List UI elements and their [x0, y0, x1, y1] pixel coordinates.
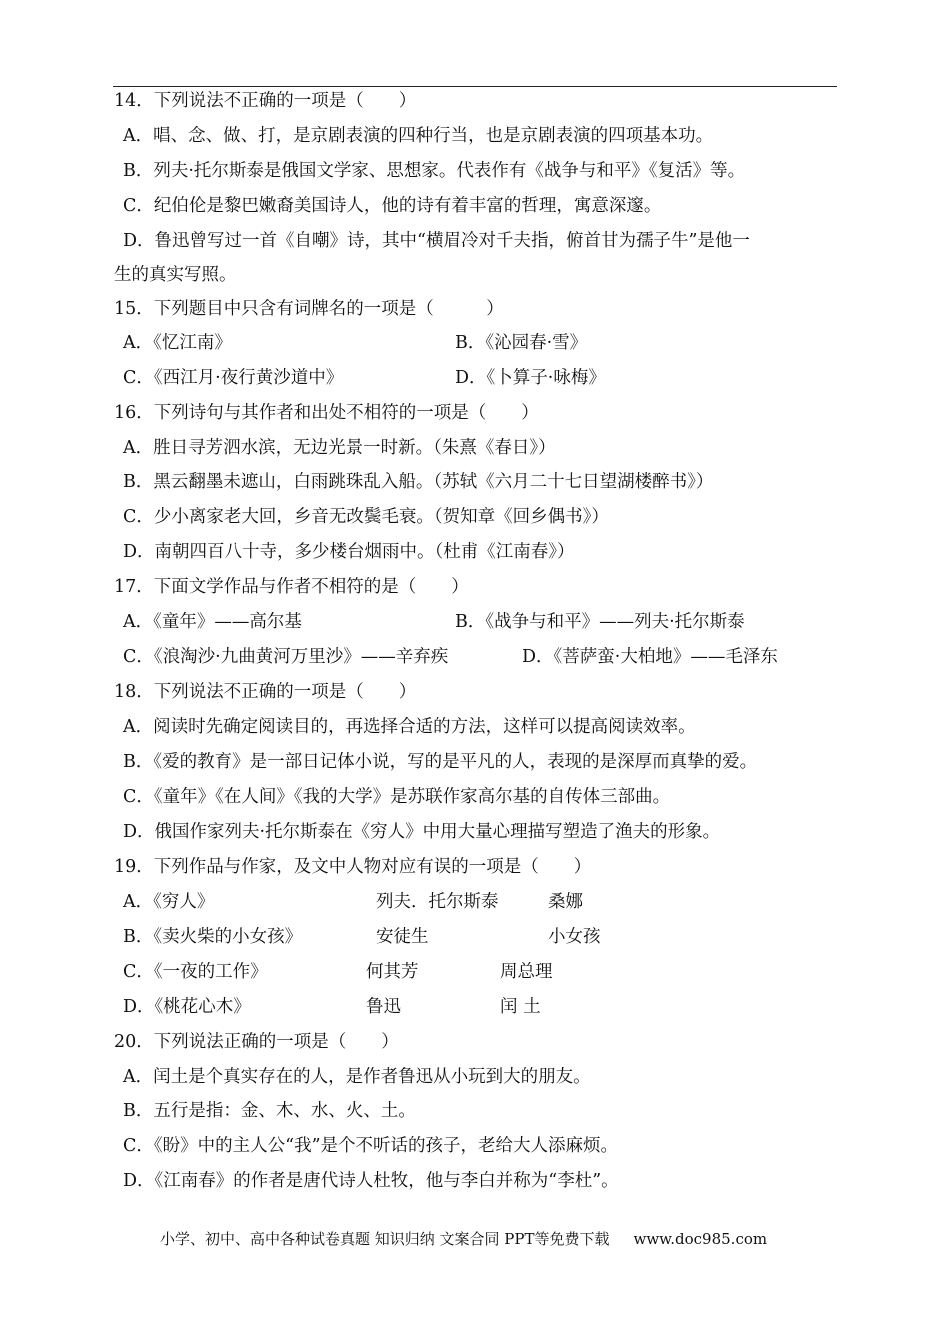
question-19-row-c-author: 何其芳: [366, 962, 419, 982]
question-20-option-b: B．五行是指：金、木、水、火、土。: [123, 1101, 416, 1121]
question-19-row-a-character: 桑娜: [548, 892, 583, 912]
question-17-option-b: B．《战争与和平》——列夫·托尔斯泰: [455, 612, 745, 632]
question-19-row-b-character: 小女孩: [548, 927, 601, 947]
question-15-option-b: B．《沁园春·雪》: [455, 333, 588, 353]
question-19-stem: 19．下列作品与作家，及文中人物对应有误的一项是（ ）: [114, 857, 592, 877]
question-20-option-c: C．《盼》中的主人公“我”是个不听话的孩子，老给大人添麻烦。: [123, 1136, 619, 1156]
question-14-option-d: D．鲁迅曾写过一首《自嘲》诗，其中“横眉冷对千夫指，俯首甘为孺子牛”是他一: [123, 231, 750, 251]
question-20-stem: 20．下列说法正确的一项是（ ）: [114, 1032, 399, 1052]
question-14-option-b: B．列夫·托尔斯泰是俄国文学家、思想家。代表作有《战争与和平》《复活》等。: [123, 161, 746, 181]
question-16-option-b: B．黑云翻墨未遮山，白雨跳珠乱入船。（苏轼《六月二十七日望湖楼醉书》）: [123, 472, 714, 492]
question-19-row-a-work: A．《穷人》: [123, 892, 215, 912]
question-18-option-a: A．阅读时先确定阅读目的，再选择合适的方法，这样可以提高阅读效率。: [123, 717, 696, 737]
question-14-stem: 14．下列说法不正确的一项是（ ）: [114, 91, 417, 111]
question-15-stem: 15．下列题目中只含有词牌名的一项是（ ）: [114, 299, 504, 319]
question-19-row-d-work: D．《桃花心木》: [123, 997, 251, 1017]
question-19-row-d-author: 鲁迅: [366, 997, 401, 1017]
question-18-option-c: C．《童年》《在人间》《我的大学》是苏联作家高尔基的自传体三部曲。: [123, 787, 671, 807]
question-20-option-d: D．《江南春》的作者是唐代诗人杜牧，他与李白并称为“李杜”。: [123, 1171, 619, 1191]
question-14-option-a: A．唱、念、做、打，是京剧表演的四种行当，也是京剧表演的四项基本功。: [123, 126, 714, 146]
header-rule: [113, 86, 837, 87]
question-15-option-c: C．《西江月·夜行黄沙道中》: [123, 368, 344, 388]
question-19-row-b-work: B．《卖火柴的小女孩》: [123, 927, 303, 947]
question-19-row-b-author: 安徒生: [376, 927, 429, 947]
question-20-option-a: A．闰土是个真实存在的人，是作者鲁迅从小玩到大的朋友。: [123, 1067, 591, 1087]
question-14-option-c: C．纪伯伦是黎巴嫩裔美国诗人，他的诗有着丰富的哲理，寓意深邃。: [123, 196, 662, 216]
question-17-option-a: A．《童年》——高尔基: [123, 612, 302, 632]
question-17-option-d: D．《菩萨蛮·大柏地》——毛泽东: [522, 647, 778, 667]
question-19-row-c-character: 周总理: [500, 962, 553, 982]
question-16-option-a: A．胜日寻芳泗水滨，无边光景一时新。（朱熹《春日》）: [123, 438, 556, 458]
page-footer: [160, 1228, 767, 1249]
question-16-option-c: C．少小离家老大回，乡音无改鬓毛衰。（贺知章《回乡偶书》）: [123, 507, 609, 527]
question-18-stem: 18．下列说法不正确的一项是（ ）: [114, 682, 417, 702]
question-18-option-b: B．《爱的教育》是一部日记体小说，写的是平凡的人，表现的是深厚而真挚的爱。: [123, 752, 758, 772]
footer-text: 小学、初中、高中各种试卷真题 知识归纳 文案合同 PPT等免费下载: [160, 1230, 610, 1248]
question-15-option-d: D．《卜算子·咏梅》: [455, 368, 606, 388]
question-16-stem: 16．下列诗句与其作者和出处不相符的一项是（ ）: [114, 403, 539, 423]
question-15-option-a: A．《忆江南》: [123, 333, 232, 353]
question-19-row-c-work: C．《一夜的工作》: [123, 962, 268, 982]
question-17-stem: 17．下面文学作品与作者不相符的是（ ）: [114, 577, 469, 597]
question-19-row-a-author: 列夫．托尔斯泰: [376, 892, 499, 912]
question-16-option-d: D．南朝四百八十寺，多少楼台烟雨中。（杜甫《江南春》）: [123, 542, 575, 562]
question-17-option-c: C．《浪淘沙·九曲黄河万里沙》——辛弃疾: [123, 647, 449, 667]
question-14-option-d-continued: 生的真实写照。: [114, 265, 237, 285]
footer-url[interactable]: www.doc985.com: [633, 1230, 768, 1248]
question-18-option-d: D．俄国作家列夫·托尔斯泰在《穷人》中用大量心理描写塑造了渔夫的形象。: [123, 822, 721, 842]
question-19-row-d-character: 闰 土: [500, 997, 541, 1017]
